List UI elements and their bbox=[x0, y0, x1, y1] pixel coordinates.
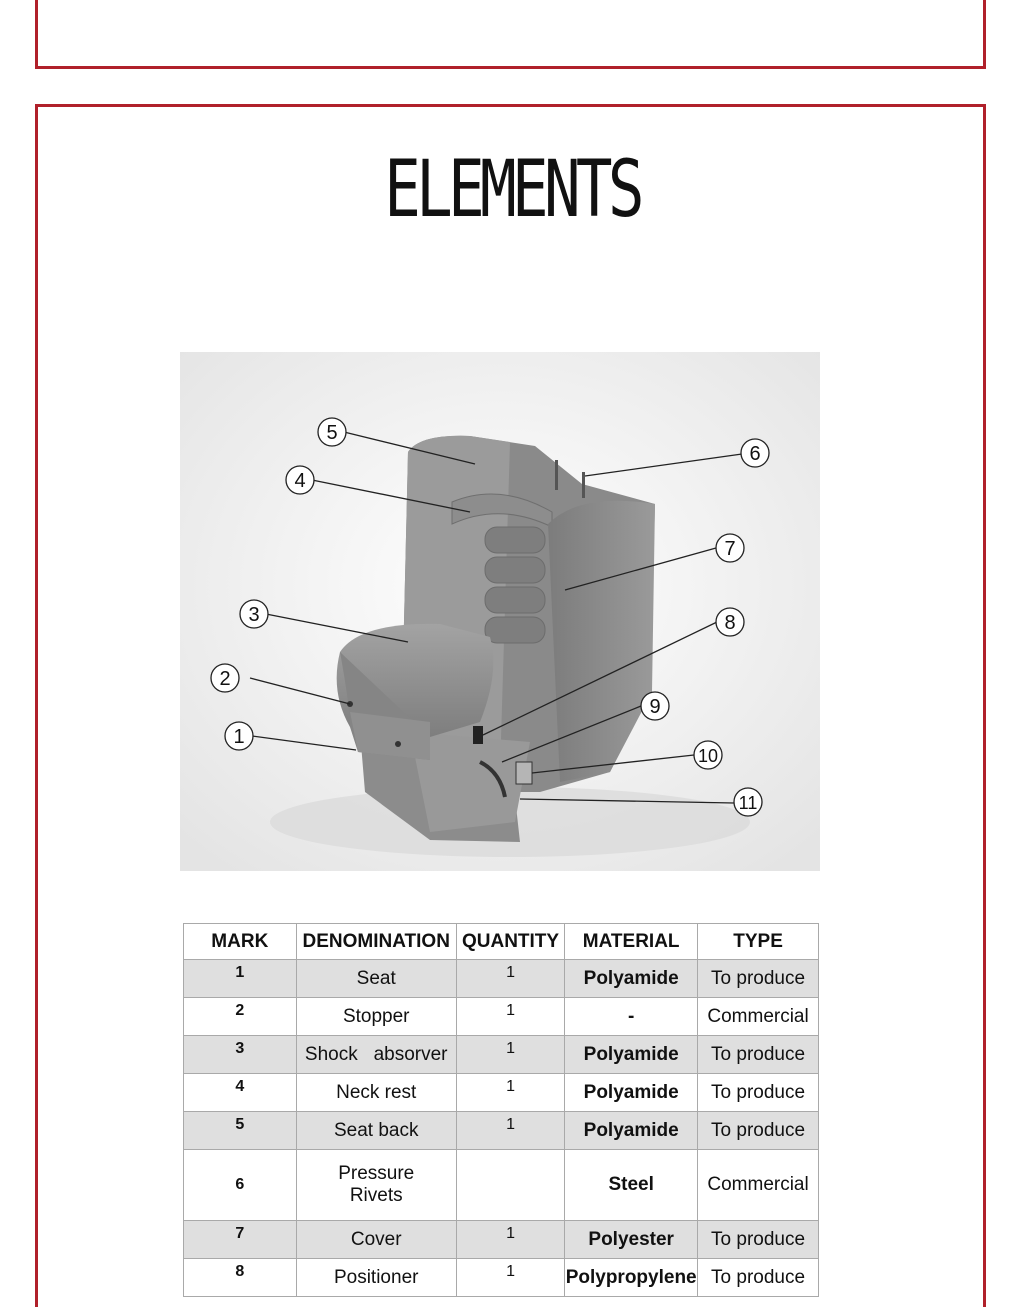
cell-material: Polyamide bbox=[565, 1036, 698, 1074]
callout-7: 7 bbox=[724, 538, 736, 560]
cell-quantity: 1 bbox=[456, 960, 564, 998]
stopper-pin-b bbox=[395, 741, 401, 747]
cell-mark: 1 bbox=[184, 960, 297, 998]
table-header-row bbox=[184, 924, 819, 960]
cell-material: Polyester bbox=[565, 1221, 698, 1259]
cell-material: Polyamide bbox=[565, 960, 698, 998]
cell-quantity: 1 bbox=[456, 1112, 564, 1150]
callout-2: 2 bbox=[219, 668, 231, 690]
header-denomination: DENOMINATION bbox=[296, 924, 456, 960]
cell-mark: 5 bbox=[184, 1112, 297, 1150]
table-row bbox=[184, 1074, 819, 1112]
cell-mark: 7 bbox=[184, 1221, 297, 1259]
car-seat-illustration bbox=[180, 352, 820, 871]
callout-10: 10 bbox=[697, 746, 719, 766]
rivet-b bbox=[582, 472, 585, 498]
cell-denomination: Seat back bbox=[296, 1112, 456, 1150]
cell-quantity: 1 bbox=[456, 998, 564, 1036]
table-row bbox=[184, 998, 819, 1036]
cell-quantity: 1 bbox=[456, 1074, 564, 1112]
callout-1: 1 bbox=[233, 726, 245, 748]
callout-8: 8 bbox=[724, 612, 736, 634]
cell-type: To produce bbox=[698, 1259, 819, 1297]
cell-type: To produce bbox=[698, 1221, 819, 1259]
table-row bbox=[184, 960, 819, 998]
table-row bbox=[184, 1150, 819, 1221]
cell-denomination: Stopper bbox=[296, 998, 456, 1036]
header-quantity: QUANTITY bbox=[456, 924, 564, 960]
cell-denomination: Positioner bbox=[296, 1259, 456, 1297]
cell-quantity bbox=[456, 1150, 564, 1221]
callout-5: 5 bbox=[326, 422, 338, 444]
cell-material: Polyamide bbox=[565, 1074, 698, 1112]
elements-table bbox=[183, 923, 819, 1297]
callout-6: 6 bbox=[749, 443, 761, 465]
table-row bbox=[184, 1036, 819, 1074]
cell-denomination: Shock absorver bbox=[296, 1036, 456, 1074]
rivet-a bbox=[555, 460, 558, 490]
cell-material: Steel bbox=[565, 1150, 698, 1221]
positioner bbox=[473, 726, 483, 744]
cell-material: Polypropylene bbox=[565, 1259, 698, 1297]
cell-quantity: 1 bbox=[456, 1036, 564, 1074]
cell-quantity: 1 bbox=[456, 1221, 564, 1259]
cell-mark: 8 bbox=[184, 1259, 297, 1297]
table-row bbox=[184, 1259, 819, 1297]
section-title: ELEMENTS bbox=[384, 145, 640, 235]
cell-type: To produce bbox=[698, 1036, 819, 1074]
cell-denomination: Neck rest bbox=[296, 1074, 456, 1112]
car-seat-exploded-figure bbox=[180, 352, 820, 871]
callout-9: 9 bbox=[649, 696, 661, 718]
cell-mark: 6 bbox=[184, 1150, 297, 1221]
header-type: TYPE bbox=[698, 924, 819, 960]
cell-mark: 4 bbox=[184, 1074, 297, 1112]
cell-type: To produce bbox=[698, 1112, 819, 1150]
table-row bbox=[184, 1221, 819, 1259]
cell-material: Polyamide bbox=[565, 1112, 698, 1150]
cell-denomination: Cover bbox=[296, 1221, 456, 1259]
buckle bbox=[516, 762, 532, 784]
cell-mark: 3 bbox=[184, 1036, 297, 1074]
top-section-frame bbox=[35, 0, 986, 69]
cell-material: - bbox=[565, 998, 698, 1036]
cell-denomination: Pressure Rivets bbox=[296, 1150, 456, 1221]
cell-quantity: 1 bbox=[456, 1259, 564, 1297]
callout-3: 3 bbox=[248, 604, 260, 626]
cell-type: To produce bbox=[698, 1074, 819, 1112]
callout-11: 11 bbox=[738, 793, 758, 813]
table-row bbox=[184, 1112, 819, 1150]
cell-type: To produce bbox=[698, 960, 819, 998]
callout-4: 4 bbox=[294, 470, 306, 492]
header-material: MATERIAL bbox=[565, 924, 698, 960]
header-mark: MARK bbox=[184, 924, 297, 960]
cell-type: Commercial bbox=[698, 998, 819, 1036]
cell-denomination: Seat bbox=[296, 960, 456, 998]
cell-type: Commercial bbox=[698, 1150, 819, 1221]
cell-mark: 2 bbox=[184, 998, 297, 1036]
